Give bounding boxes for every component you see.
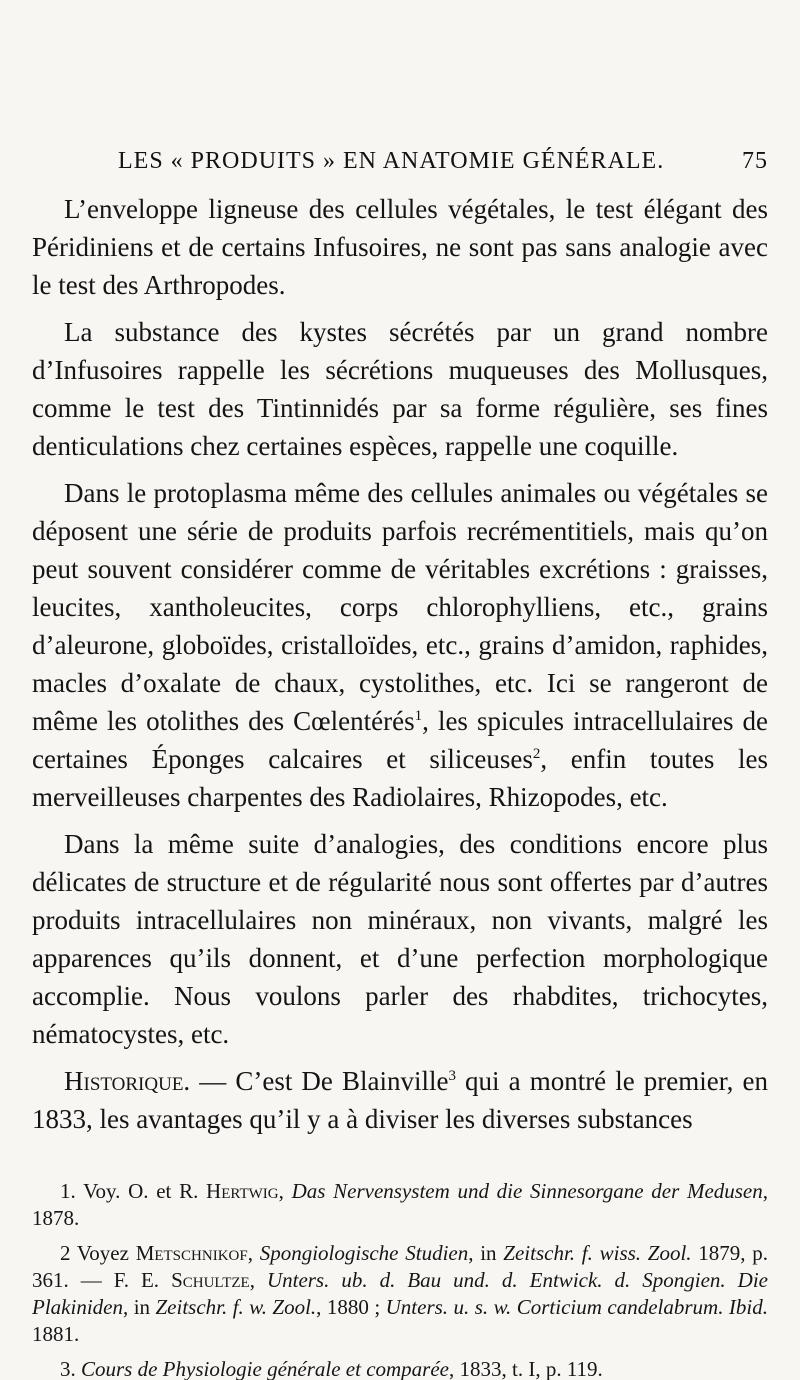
- historique-part-b: qui a montré le premier, en 1833, les avantages qu’il y a à diviser les diverses substances: [32, 1066, 768, 1134]
- paragraph-4: Dans la même suite d’analogies, des conditions encore plus délicates de structure et de régularité nous sont offertes par d’autres produits intracellulaires non minéraux, non vivants, malgré les apparences qu’ils donnent, et d’une perfection morphologique accomplie. Nous voulons parler des rhabdites, trichocytes, nématocystes, etc.: [32, 829, 768, 1049]
- historique-label: Historique.: [64, 1066, 191, 1096]
- footnote-ref-2[interactable]: 2: [532, 746, 541, 762]
- footnote-2-end: 1881.: [32, 1322, 80, 1346]
- footnote-1-title: Das Nervensystem und die Sinnesorgane der Medusen: [291, 1179, 763, 1203]
- paragraph-historique: [32, 1062, 768, 1138]
- footnote-ref-3[interactable]: 3: [448, 1068, 456, 1084]
- paragraph-3: [32, 474, 768, 816]
- footnote-2-author-1: Metschnikof: [135, 1241, 248, 1265]
- footnote-2-journal-2: Zeitschr. f. w. Zool.: [155, 1295, 317, 1319]
- footnote-ref-1[interactable]: 1: [414, 708, 423, 724]
- paragraph-2: La substance des kystes sécrétés par un grand nombre d’Infusoires rappelle les sécrétions muqueuses des Mollusques, comme le test des Tintinnidés par sa forme régulière, ses fines denticulations chez certaines espèces, rappelle une coquille.: [32, 317, 768, 461]
- footnote-2-mid-3: , in: [122, 1295, 156, 1319]
- footnote-1: [32, 1178, 768, 1232]
- footnote-2-mid-1: , in: [468, 1241, 504, 1265]
- historique-part-a: — C’est De Blainville: [190, 1066, 449, 1096]
- footnotes: [32, 1178, 768, 1380]
- footnote-2-journal-1: Zeitschr. f. wiss. Zool.: [503, 1241, 692, 1265]
- footnote-1-number: 1. Voy. O. et R.: [60, 1179, 207, 1203]
- footnote-2-title-1: Spongiologische Studien: [259, 1241, 469, 1265]
- footnote-2-number: 2 Voyez: [60, 1241, 136, 1265]
- footnote-1-end: , 1878.: [32, 1179, 769, 1230]
- paragraph-3-part-c: , enfin toutes les merveilleuses charpentes des Radiolaires, Rhizopodes, etc.: [32, 744, 768, 812]
- running-header: [118, 140, 768, 180]
- footnote-3: [32, 1356, 768, 1380]
- paragraph-3-part-a: Dans le protoplasma même des cellules animales ou végétales se déposent une série de produits parfois recrémentitiels, mais qu’on peut souvent considérer comme de véritables excrétions : graisses, leucites, xantholeucites, corps chlorophylliens, etc., grains d’aleurone, globoïdes, cristalloïdes, etc., grains d’amidon, raphides, macles d’oxalate de chaux, cystolithes, etc. Ici se rangeront de même les otolithes des Cœlentérés: [32, 478, 768, 736]
- footnote-2-sep-1: ,: [247, 1241, 260, 1265]
- paragraph-1: L’enveloppe ligneuse des cellules végétales, le test élégant des Péridiniens et de certains Infusoires, ne sont pas sans analogie avec le test des Arthropodes.: [32, 194, 768, 300]
- page-number: 75: [742, 148, 768, 174]
- footnote-2-mid-4: , 1880 ;: [316, 1295, 386, 1319]
- footnote-2-title-2: Unters. ub. d. Bau und. d. Entwick. d. Spongien. Die Plakiniden: [32, 1268, 769, 1319]
- footnote-3-end: , 1833, t. I, p. 119.: [449, 1357, 603, 1380]
- footnote-2-sep-2: ,: [249, 1268, 267, 1292]
- footnote-2-title-3: Unters. u. s. w. Corticium candelabrum. Ibid.: [385, 1295, 768, 1319]
- footnote-1-author: Hertwig: [206, 1179, 279, 1203]
- footnote-1-sep: ,: [278, 1179, 292, 1203]
- header-title: LES « PRODUITS » EN ANATOMIE GÉNÉRALE.: [118, 148, 665, 174]
- main-text: [32, 190, 768, 1138]
- footnote-3-title: Cours de Physiologie générale et comparée: [81, 1357, 449, 1380]
- footnote-2: [32, 1240, 768, 1348]
- footnote-2-author-2: Schultze: [171, 1268, 250, 1292]
- footnote-2-mid-2: 1879, p. 361. — F. E.: [32, 1241, 769, 1292]
- paragraph-3-part-b: , les spicules intracellulaires de certaines Éponges calcaires et siliceuses: [32, 706, 768, 774]
- footnote-3-number: 3.: [60, 1357, 81, 1380]
